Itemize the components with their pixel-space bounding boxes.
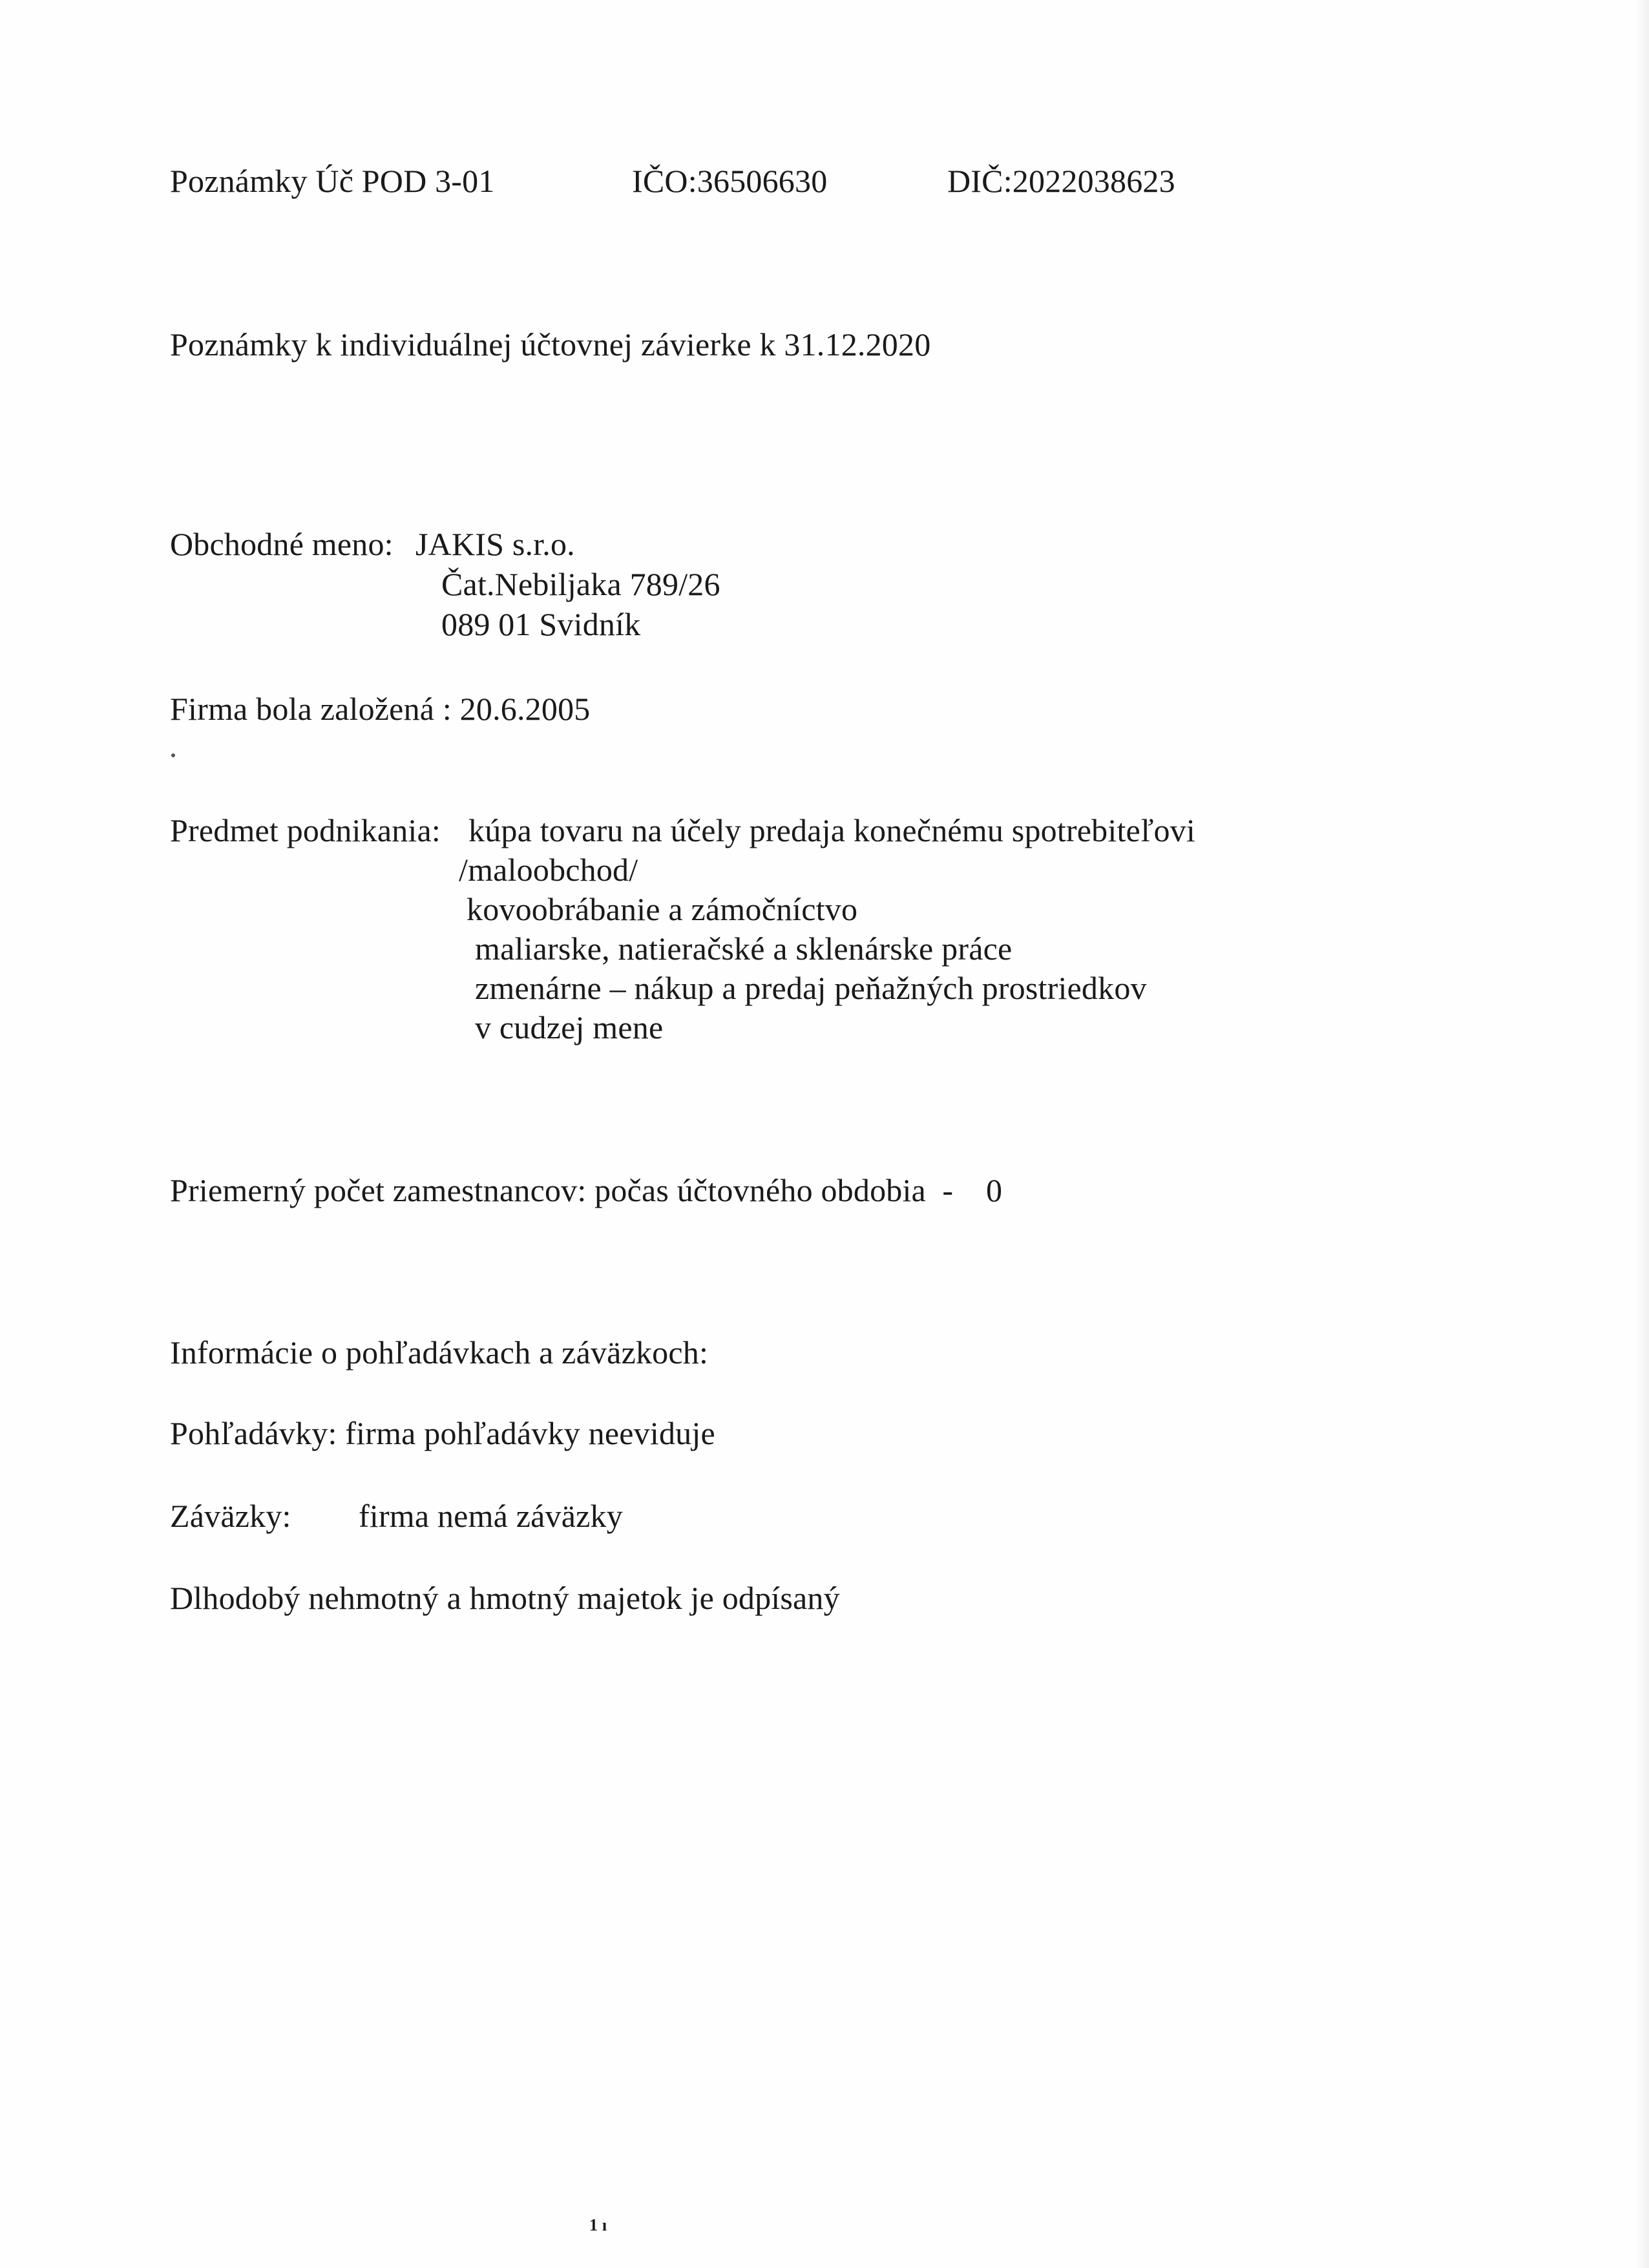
business-label: Predmet podnikania:: [170, 812, 441, 848]
receivables-heading: Informácie o pohľadávkach a záväzkoch:: [170, 1334, 709, 1370]
doc-code: Poznámky Úč POD 3-01: [170, 163, 495, 199]
liabilities-label: Záväzky:: [170, 1498, 291, 1534]
company-label: Obchodné meno:: [170, 526, 394, 562]
dic-number: DIČ:2022038623: [947, 163, 1175, 199]
business-item: zmenárne – nákup a predaj peňažných prostriedkov: [475, 970, 1147, 1006]
business-item: /maloobchod/: [459, 852, 638, 888]
business-item: maliarske, natieračské a sklenárske práce: [475, 930, 1013, 967]
company-name: JAKIS s.r.o.: [415, 526, 575, 562]
ico-number: IČO:36506630: [632, 163, 828, 199]
business-item: kovoobrábanie a zámočníctvo: [467, 891, 858, 927]
business-item: kúpa tovaru na účely predaja konečnému spotrebiteľovi: [468, 812, 1195, 848]
employee-count: Priemerný počet zamestnancov: počas účtovného obdobia - 0: [170, 1172, 1003, 1208]
company-city: 089 01 Svidník: [441, 606, 641, 642]
receivables-text: Pohľadávky: firma pohľadávky neeviduje: [170, 1415, 715, 1451]
scan-edge: [1635, 0, 1649, 2268]
scan-dot: [171, 753, 175, 757]
founded-date: Firma bola založená : 20.6.2005: [170, 691, 591, 727]
assets-text: Dlhodobý nehmotný a hmotný majetok je odpísaný: [170, 1580, 840, 1616]
company-street: Čat.Nebiljaka 789/26: [441, 566, 720, 602]
footer-mark: 1 ı: [589, 2216, 607, 2234]
document-title: Poznámky k individuálnej účtovnej závierke k 31.12.2020: [170, 326, 931, 362]
business-item: v cudzej mene: [475, 1009, 664, 1045]
liabilities-text: firma nemá záväzky: [359, 1498, 623, 1534]
